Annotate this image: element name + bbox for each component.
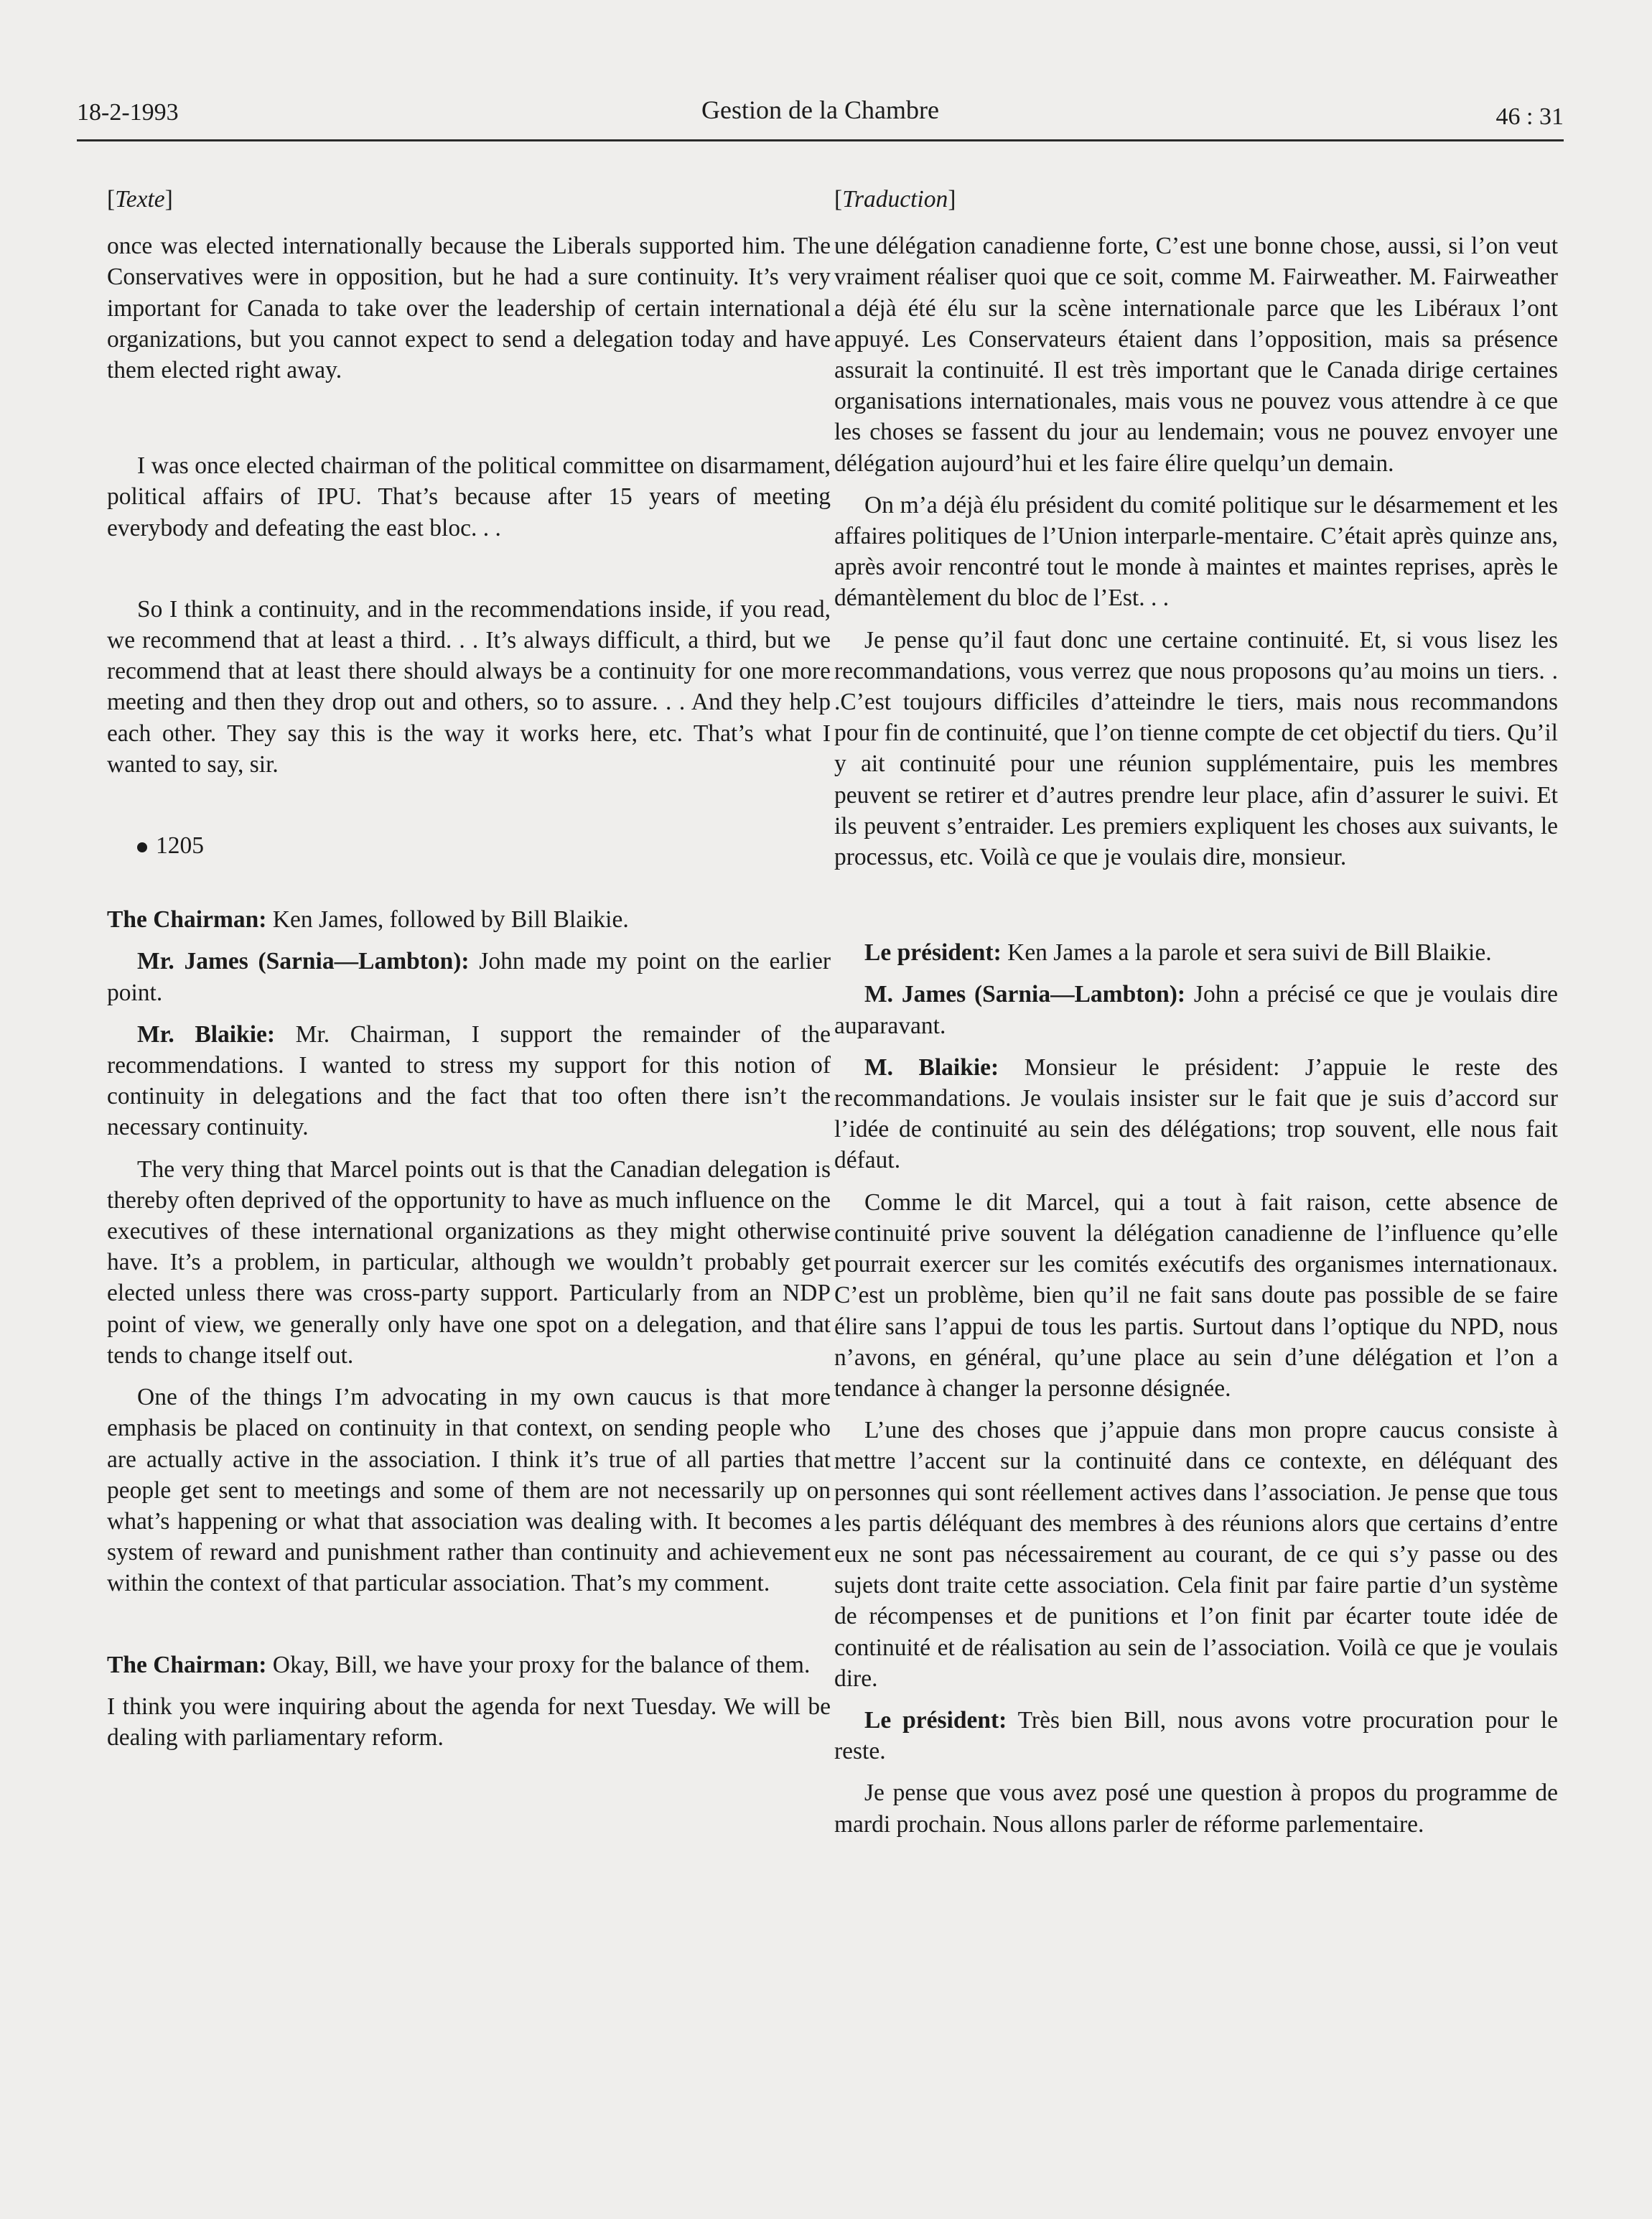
bullet-icon <box>137 842 147 852</box>
speaker-name: M. James (Sarnia—Lambton): <box>864 981 1186 1008</box>
paragraph: The very thing that Marcel points out is that the Canadian delegation is thereby often deprived of the opportunity to have as much influence on the executives of these international organizations as they might otherwise have. It’s a problem, in particular, although we wouldn’t probably get elected unless there was cross-party support. Particularly from an NDP point of view, we generally only have one spot on a delegation, and that tends to change itself out. <box>107 1155 831 1369</box>
speaker-paragraph <box>834 1705 1558 1767</box>
speaker-paragraph <box>834 1052 1558 1176</box>
column-label-text: Traduction <box>842 186 948 213</box>
speaker-paragraph <box>834 937 1558 968</box>
paragraph: I was once elected chairman of the political committee on disarmament, political affairs of IPU. That’s because after 15 years of meeting everybody and defeating the east bloc. . . <box>107 452 831 541</box>
paragraph: Je pense que vous avez posé une question à propos du programme de mardi prochain. Nous allons parler de réforme parlementaire. <box>834 1780 1558 1838</box>
speech-text: Ken James, followed by Bill Blaikie. <box>266 906 629 934</box>
speaker-paragraph <box>107 946 831 1008</box>
speech-text: John made my point on the earlier point. <box>107 948 831 1006</box>
header-date: 18-2-1993 <box>77 99 179 126</box>
header-page-number: 46 : 31 <box>1495 103 1564 130</box>
paragraph: On m’a déjà élu président du comité politique sur le désarmement et les affaires politiques de l’Union interparle-mentaire. C’était après quinze ans, après avoir rencontré tout le monde à maintes et maintes reprises, après le démantèlement du bloc de l’Est. . . <box>834 491 1558 612</box>
speaker-paragraph <box>834 979 1558 1041</box>
speaker-name: The Chairman: <box>107 906 267 934</box>
paragraph: Je pense qu’il faut donc une certaine continuité. Et, si vous lisez les recommandations, vous verrez que nous proposons qu’au moins un tiers. . .C’est toujours difficiles d’atteindre le tiers, mais nous recommandons pour fin de continuité, que l’on tienne compte de cet objectif du tiers. Qu’il y ait continuité pour une réunion supplémentaire, puis les membres peuvent se retirer et d’autres prendre leur place, afin d’assurer le suivi. Et ils peuvent s’entraider. Les premiers expliquent les choses aux suivants, le processus, etc. Voilà ce que je voulais dire, monsieur. <box>834 626 1558 871</box>
speaker-paragraph <box>107 904 831 935</box>
speech-text: Très bien Bill, nous avons votre procuration pour le reste. <box>834 1706 1558 1765</box>
speech-text: Mr. Chairman, I support the remainder of the recommendations. I wanted to stress my support for this notion of continuity in delegations and the fact that too often there isn’t the necessary continuity. <box>107 1020 831 1141</box>
column-label: [Traduction] <box>834 186 956 213</box>
header-title: Gestion de la Chambre <box>701 96 939 124</box>
paragraph: One of the things I’m advocating in my own caucus is that more emphasis be placed on continuity in that context, on sending people who are actually active in the association. I think it’s true of all parties that people get sent to meetings and some of them are not necessarily up on what’s happening or what that association was dealing with. It becomes a system of reward and punishment rather than continuity and achievement within the context of that particular association. That’s my comment. <box>107 1384 831 1597</box>
speaker-name: Mr. Blaikie: <box>137 1020 276 1048</box>
column-label-text: Texte <box>115 186 165 213</box>
speaker-name: M. Blaikie: <box>864 1053 999 1081</box>
paragraph: L’une des choses que j’appuie dans mon propre caucus consiste à mettre l’accent sur la continuité dans ce contexte, en déléquant des personnes qui sont réellement actives dans l’association. Je pense que tous les partis déléquant des membres à des réunions alors que certains d’entre eux ne sont pas nécessairement au courant, de ce qui s’y passe ou des sujets dont traite cette association. Cela finit par faire partie d’un système de récompenses et de punitions et l’on finit par écarter toute idée de continuité et de réalisation au sein de l’association. Voilà ce que je voulais dire. <box>834 1417 1558 1692</box>
time-marker-text: 1205 <box>156 832 204 860</box>
english-column <box>107 184 831 1753</box>
speaker-paragraph <box>107 1650 831 1680</box>
column-label: [Texte] <box>107 186 173 213</box>
speaker-name: The Chairman: <box>107 1651 267 1678</box>
paragraph: So I think a continuity, and in the recommendations inside, if you read, we recommend that at least a third. . . It’s always difficult, a third, but we recommend that at least there should always be a continuity for one more meeting and then they drop out and others, so to assure. . . And they help each other. They say this is the way it works here, etc. That’s what I wanted to say, sir. <box>107 595 831 778</box>
speaker-name: Mr. James (Sarnia—Lambton): <box>137 948 470 975</box>
speech-text: John a précisé ce que je voulais dire auparavant. <box>834 981 1558 1039</box>
speech-text: Okay, Bill, we have your proxy for the balance of them. <box>266 1651 811 1678</box>
speech-text: Ken James a la parole et sera suivi de Bill Blaikie. <box>1001 939 1492 967</box>
paragraph: I think you were inquiring about the agenda for next Tuesday. We will be dealing with parliamentary reform. <box>107 1693 831 1751</box>
paragraph: once was elected internationally because the Liberals supported him. The Conservatives were in opposition, but he had a sure continuity. It’s very important for Canada to take over the leadership of certain international organizations, but you cannot expect to send a delegation today and have them elected right away. <box>107 233 831 384</box>
page-header <box>77 96 1564 141</box>
paragraph: une délégation canadienne forte, C’est une bonne chose, aussi, si l’on veut vraiment réaliser quoi que ce soit, comme M. Fairweather. M. Fairweather a déjà été élu sur la scène internationale parce que les Libéraux l’ont appuyé. Les Conservateurs étaient dans l’opposition, mais sa présence assurait la continuité. Il est très important que le Canada dirige certaines organisations internationales, mais vous ne pouvez vous attendre à ce que les choses se fassent du jour au lendemain; vous ne pouvez envoyer une délégation aujourd’hui et les faire élire quelqu’un demain. <box>834 233 1558 477</box>
speaker-name: Le président: <box>864 1706 1007 1734</box>
speech-text: Monsieur le président: J’appuie le reste des recommandations. Je voulais insister sur le fait que je suis d’accord sur l’idée de continuité au sein des délégations; trop souvent, elle nous fait défaut. <box>834 1053 1558 1174</box>
speaker-name: Le président: <box>864 939 1002 967</box>
french-column <box>834 184 1558 1840</box>
time-marker <box>107 830 831 861</box>
speaker-paragraph <box>107 1019 831 1143</box>
paragraph: Comme le dit Marcel, qui a tout à fait raison, cette absence de continuité prive souvent la délégation canadienne de l’influence qu’elle pourrait exercer sur les comités exécutifs des organismes internationaux. C’est un problème, bien qu’il ne fait sans doute pas possible de se faire élire sans l’appui de tous les partis. Surtout dans l’optique du NPD, nous n’avons, en général, qu’une place au sein d’une délégation et l’on a tendance à changer la personne désignée. <box>834 1188 1558 1402</box>
